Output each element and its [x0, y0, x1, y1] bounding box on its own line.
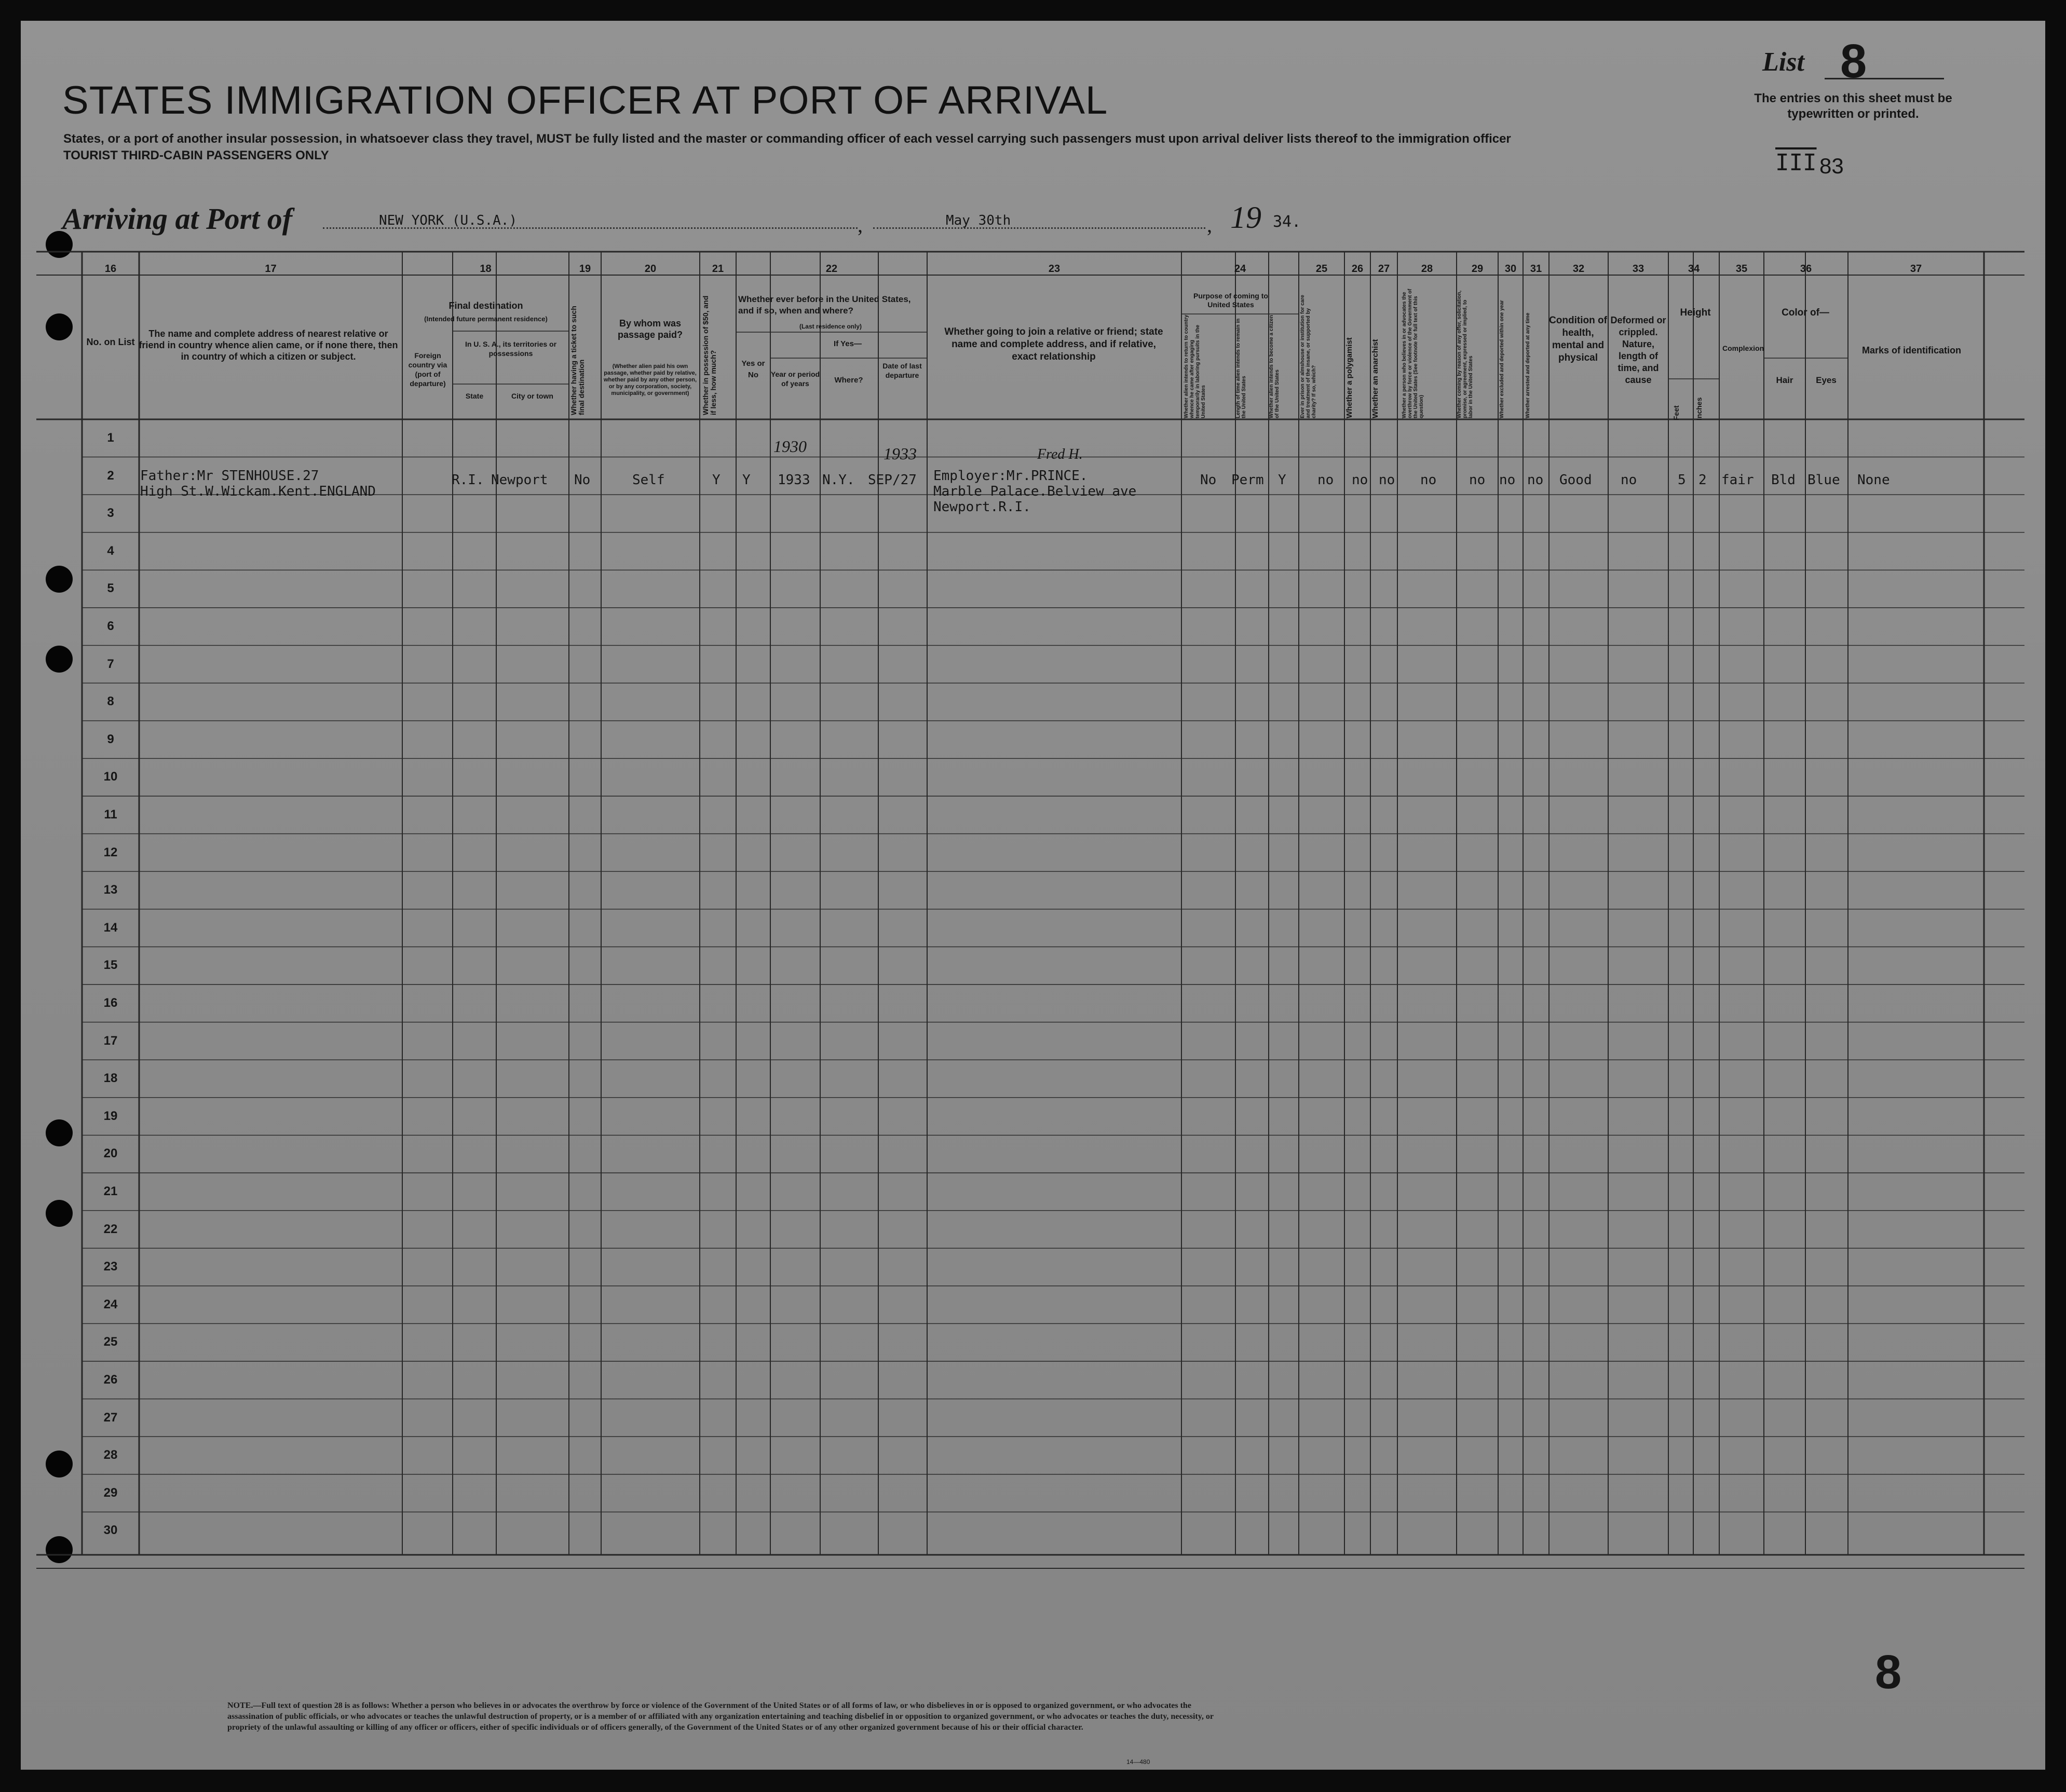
comma: , [858, 213, 863, 237]
entry-complexion: fair [1721, 472, 1754, 488]
row-number: 4 [107, 543, 114, 558]
header-city: City or town [511, 392, 553, 400]
row-number: 16 [103, 996, 118, 1010]
header-col-26: Whether a polygamist [1345, 337, 1354, 418]
header-eyes: Eyes [1816, 375, 1837, 385]
header-col-24: Purpose of coming to United States [1193, 292, 1268, 309]
entry-overthrow: no [1420, 472, 1437, 488]
column-number-22: 22 [825, 263, 838, 275]
row-number: 2 [107, 468, 114, 483]
entry-join-line2: Marble Palace.Belview ave [933, 484, 1137, 499]
list-number: 8 [1840, 35, 1867, 88]
column-number-27: 27 [1378, 263, 1390, 275]
form-number: 14—480 [1126, 1758, 1150, 1766]
header-col-16: No. on List [86, 337, 135, 347]
header-where: Where? [834, 376, 863, 385]
header-if-yes: If Yes— [834, 339, 862, 348]
header-feet: Feet [1672, 405, 1680, 420]
entry-before-us: Y [742, 472, 751, 488]
row-number: 13 [103, 883, 118, 897]
column-number-32: 32 [1572, 263, 1585, 275]
row-number: 14 [103, 920, 118, 935]
column-number-30: 30 [1504, 263, 1517, 275]
row-number: 12 [103, 845, 118, 859]
column-number-23: 23 [1048, 263, 1061, 275]
entry-hair: Bld [1771, 472, 1796, 488]
footnote: NOTE.—Full text of question 28 is as follows: Whether a person who believes in or advocates the overthrow by force or violence of the Government of the United States or of all forms of law, or who disbelieves in or is opposed to organized government, or who advocates the assassination of public officials, or who advocates or teaches the unlawful destruction of property, or is a member of or affiliated with any organization entertaining and teaching disbelief in or opposition to organized government, or who advocates or teaches the duty, necessity, or propriety of the unlawful assaulting or killing of any officer or officers, either of specific individuals or of officers generally, of the Government of the United States or of any other organized government because of his or their official character. [227, 1701, 1214, 1732]
row-number: 28 [103, 1448, 118, 1462]
column-number-21: 21 [712, 263, 724, 275]
port-value: NEW YORK (U.S.A.) [379, 213, 518, 228]
entry-health: Good [1559, 472, 1592, 488]
row-number: 25 [103, 1335, 118, 1349]
header-yes-no: Yes or No [741, 359, 765, 379]
row-number: 7 [107, 656, 114, 671]
header-in-usa: In U. S. A., its territories or possessions [465, 340, 557, 358]
column-number-25: 25 [1315, 263, 1328, 275]
column-number-37: 37 [1910, 263, 1922, 275]
row-number: 22 [103, 1222, 118, 1236]
entry-excluded: no [1499, 472, 1516, 488]
header-col-18: Final destination [448, 300, 523, 311]
row-number: 20 [103, 1146, 118, 1161]
column-number-18: 18 [480, 263, 492, 275]
column-number-28: 28 [1421, 263, 1433, 275]
entry-relative-line1: Father:Mr STENHOUSE.27 [140, 468, 319, 484]
row-number: 18 [103, 1071, 118, 1086]
header-col-17: The name and complete address of nearest relative or friend in country whence alien came, or if none there, then in country of which a citizen or subject. [139, 329, 398, 362]
header-col-34: Height [1680, 307, 1711, 318]
entry-join-line1: Employer:Mr.PRINCE. [933, 468, 1088, 484]
entry-inches: 2 [1698, 472, 1707, 488]
row-number: 8 [107, 694, 114, 709]
entry-deported: no [1527, 472, 1544, 488]
list-label: List [1762, 47, 1804, 77]
list-note: The entries on this sheet must be typewritten or printed. [1754, 91, 1952, 121]
header-col-22: Whether ever before in the United States, and if so, when and where? [738, 294, 911, 316]
header-col-35: Complexion [1722, 344, 1764, 352]
header-year-period: Year or period of years [770, 370, 820, 388]
entry-deformed: no [1621, 472, 1637, 488]
header-col-20-sub: (Whether alien paid his own passage, whether paid by relative, whether paid by any other person, or by any corporation, society, municipality, or government) [603, 363, 697, 396]
column-number-36: 36 [1800, 263, 1812, 275]
header-col-32: Condition of health, mental and physical [1549, 315, 1607, 363]
entry-polygamist: no [1352, 472, 1368, 488]
header-state: State [465, 392, 484, 400]
entry-citizen: Y [1278, 472, 1286, 488]
column-number-24: 24 [1234, 263, 1246, 275]
entry-paid-by: Self [632, 472, 665, 488]
entry-state: R.I. [452, 472, 484, 488]
row-number: 29 [103, 1485, 118, 1500]
column-number-35: 35 [1735, 263, 1748, 275]
header-col-33: Deformed or crippled. Nature, length of time, and cause [1610, 315, 1666, 385]
entry-relative-line2: High St.W.Wickam.Kent.ENGLAND [140, 484, 376, 499]
row-number: 11 [104, 808, 117, 822]
row-number: 21 [103, 1184, 118, 1198]
column-number-19: 19 [579, 263, 591, 275]
entry-join-line3: Newport.R.I. [933, 499, 1031, 515]
header-col-24-b: Length of time alien intends to remain in the United States [1235, 318, 1247, 418]
entry-prison: no [1317, 472, 1334, 488]
row-number: 3 [107, 506, 114, 521]
entry-eyes: Blue [1807, 472, 1840, 488]
header-col-24-c: Whether alien intends to become a citizen of the United States [1269, 315, 1280, 418]
page-number: 8 [1875, 1646, 1902, 1699]
row-number: 6 [107, 619, 114, 633]
intro-line-2: TOURIST THIRD-CABIN PASSENGERS ONLY [63, 148, 329, 162]
header-col-37: Marks of identification [1861, 345, 1962, 355]
column-number-17: 17 [265, 263, 277, 275]
entry-money: Y [712, 472, 721, 488]
header-col-31: Whether arrested and deported at any time [1525, 312, 1531, 418]
column-number-34: 34 [1688, 263, 1700, 275]
page-title: STATES IMMIGRATION OFFICER AT PORT OF ARRIVAL [62, 78, 1108, 122]
intro-line-1: States, or a port of another insular possession, in whatsoever class they travel, MUST be fully listed and the master or commanding officer of each vessel carrying such passengers must upon arrival deliver lists thereof to the immigration officer [63, 132, 1511, 146]
header-col-25: Ever in prison or almshouse or institution for care and treatment of the insane, or supported by charity? If so, which? [1300, 295, 1317, 418]
header-col-36: Color of— [1782, 307, 1829, 318]
row-number: 27 [103, 1410, 118, 1425]
header-col-23: Whether going to join a relative or friend; state name and complete address, and if relative, exact relationship [944, 326, 1163, 362]
entry-length: Perm [1231, 472, 1264, 488]
row-number: 5 [107, 581, 114, 596]
row-number: 26 [103, 1373, 118, 1387]
row-number: 10 [103, 770, 118, 784]
header-hair: Hair [1776, 375, 1793, 385]
entry-departure-handwritten: 1933 [884, 444, 917, 463]
arriving-label: Arriving at Port of [62, 202, 293, 236]
row-number: 17 [103, 1033, 118, 1048]
header-col-28: Whether a person who believes in or advocates the overthrow by force or violence of the Government of the United States (See footnote for full text of this question) [1402, 289, 1424, 418]
row-number: 23 [103, 1260, 118, 1274]
comma: , [1207, 213, 1212, 237]
entry-feet: 5 [1678, 472, 1686, 488]
entry-anarchist: no [1379, 472, 1395, 488]
column-number-26: 26 [1351, 263, 1364, 275]
column-number-16: 16 [104, 263, 117, 275]
entry-where: N.Y. [822, 472, 855, 488]
entry-marks: None [1857, 472, 1890, 488]
header-col-20: By whom was passage paid? [617, 318, 683, 340]
date-value: May 30th [946, 213, 1011, 228]
roman-mark: $\overline{III}$ [1775, 149, 1817, 176]
header-col-18-sub: (Intended future permanent residence) [424, 315, 548, 323]
row-number: 30 [103, 1523, 118, 1538]
entry-departure-date: SEP/27 [868, 472, 917, 488]
row-number: 9 [107, 732, 114, 746]
column-number-33: 33 [1632, 263, 1644, 275]
entry-return: No [1200, 472, 1217, 488]
entry-city: Newport [491, 472, 548, 488]
header-foreign-country: Foreign country via (port of departure) [408, 351, 447, 388]
year-prefix: 19 [1230, 200, 1261, 235]
header-col-19: Whether having a ticket to such final destination [569, 306, 586, 415]
column-number-29: 29 [1471, 263, 1484, 275]
header-inches: Inches [1695, 397, 1703, 420]
header-col-29: Whether coming by reason of any offer, solicitation, promise, or agreement, expressed or implied, to labor in the United States [1457, 290, 1474, 418]
header-col-30: Whether excluded and deported within one year [1499, 300, 1505, 418]
entry-year: 1933 [778, 472, 810, 488]
year-suffix: 34. [1273, 213, 1301, 231]
row-number: 24 [103, 1297, 118, 1311]
header-col-27: Whether an anarchist [1371, 339, 1380, 418]
entry-labor-offer: no [1469, 472, 1486, 488]
header-departure-date: Date of last departure [882, 362, 922, 379]
header-col-24-a: Whether alien intends to return to country whence he came after engaging temporarily in laboring pursuits in the United States [1184, 314, 1206, 418]
row-number: 19 [103, 1109, 118, 1123]
entry-year-handwritten: 1930 [773, 437, 807, 456]
serial-number: 83 [1819, 154, 1844, 178]
header-col-22-sub: (Last residence only) [799, 323, 862, 330]
column-number-31: 31 [1530, 263, 1542, 275]
header-col-21: Whether in possession of $50, and if less, how much? [701, 295, 717, 415]
row-number: 15 [103, 958, 118, 973]
entry-join-handwritten: Fred H. [1037, 446, 1083, 462]
row-number: 1 [107, 431, 114, 445]
entry-ticket: No [574, 472, 591, 488]
column-number-20: 20 [644, 263, 657, 275]
